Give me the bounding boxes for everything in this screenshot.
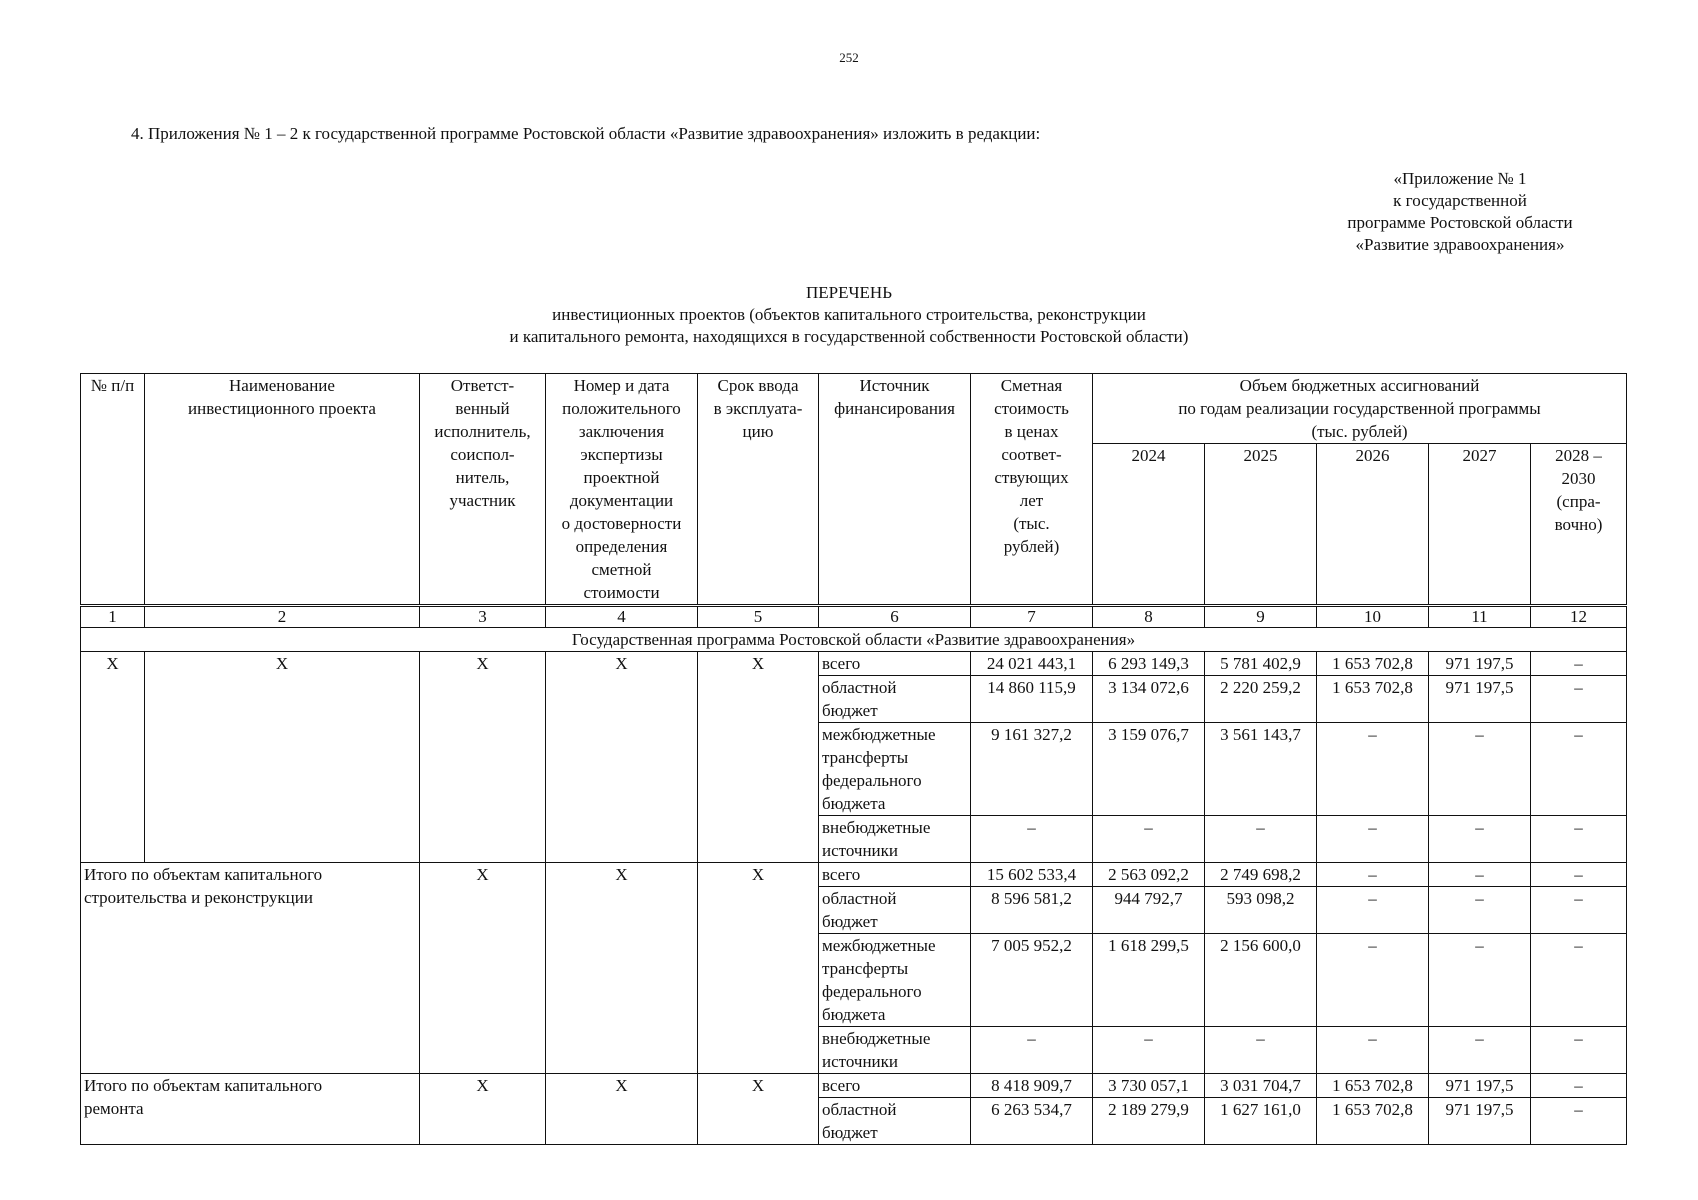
cell-2026: – (1317, 887, 1429, 934)
cell-2024: 3 730 057,1 (1093, 1074, 1205, 1098)
program-title: Государственная программа Ростовской области «Развитие здравоохранения» (81, 628, 1627, 652)
column-number: 2 (145, 606, 420, 628)
cell-2028-2030: – (1531, 1027, 1627, 1074)
cell-2025: – (1205, 816, 1317, 863)
column-number: 9 (1205, 606, 1317, 628)
cell-2028-2030: – (1531, 676, 1627, 723)
cell-source: областной бюджет (819, 676, 971, 723)
cell-cost: – (971, 1027, 1093, 1074)
cell-source: внебюджетные источники (819, 816, 971, 863)
list-title-heading: ПЕРЕЧЕНЬ (806, 283, 892, 302)
intro-paragraph: 4. Приложения № 1 – 2 к государственной программе Ростовской области «Развитие здравоохранения» изложить в редакции: (131, 124, 1041, 143)
cell-2025: 5 781 402,9 (1205, 652, 1317, 676)
column-number: 5 (698, 606, 819, 628)
cell-mark: Х (546, 652, 698, 863)
header-deadline: Срок ввода в эксплуата- цию (698, 374, 819, 606)
cell-2025: 2 220 259,2 (1205, 676, 1317, 723)
cell-2024: 3 159 076,7 (1093, 723, 1205, 816)
appendix-line: «Приложение № 1 (1393, 169, 1527, 188)
cell-2025: 3 031 704,7 (1205, 1074, 1317, 1098)
column-number: 10 (1317, 606, 1429, 628)
appendix-line: к государственной (1393, 191, 1527, 210)
appendix-line: программе Ростовской области (1347, 213, 1573, 232)
column-number: 7 (971, 606, 1093, 628)
header-year-2027: 2027 (1429, 444, 1531, 606)
cell-2028-2030: – (1531, 816, 1627, 863)
column-number: 4 (546, 606, 698, 628)
cell-cost: 15 602 533,4 (971, 863, 1093, 887)
table-header-row (81, 374, 1627, 444)
cell-source: областной бюджет (819, 1098, 971, 1145)
cell-2028-2030: – (1531, 934, 1627, 1027)
cell-2028-2030: – (1531, 1098, 1627, 1145)
cell-2026: 1 653 702,8 (1317, 652, 1429, 676)
cell-cost: 7 005 952,2 (971, 934, 1093, 1027)
cell-cost: 6 263 534,7 (971, 1098, 1093, 1145)
header-cost: Сметная стоимость в ценах соответ- ствующих лет (тыс. рублей) (971, 374, 1093, 606)
cell-2027: 971 197,5 (1429, 1074, 1531, 1098)
cell-2028-2030: – (1531, 887, 1627, 934)
cell-source: всего (819, 863, 971, 887)
cell-cost: 24 021 443,1 (971, 652, 1093, 676)
cell-cost: – (971, 816, 1093, 863)
cell-2026: – (1317, 1027, 1429, 1074)
list-title-subtitle: и капитального ремонта, находящихся в государственной собственности Ростовской области) (509, 327, 1189, 346)
cell-2024: 6 293 149,3 (1093, 652, 1205, 676)
cell-source: всего (819, 1074, 971, 1098)
cell-2025: 3 561 143,7 (1205, 723, 1317, 816)
cell-2026: – (1317, 723, 1429, 816)
cell-mark: Х (81, 652, 145, 863)
cell-2027: 971 197,5 (1429, 1098, 1531, 1145)
column-number: 11 (1429, 606, 1531, 628)
cell-2024: 944 792,7 (1093, 887, 1205, 934)
cell-mark: Х (546, 1074, 698, 1145)
cell-2024: – (1093, 1027, 1205, 1074)
cell-2027: – (1429, 1027, 1531, 1074)
header-project-name: Наименование инвестиционного проекта (145, 374, 420, 606)
cell-2024: 1 618 299,5 (1093, 934, 1205, 1027)
cell-2025: – (1205, 1027, 1317, 1074)
cell-2026: – (1317, 863, 1429, 887)
cell-2027: – (1429, 934, 1531, 1027)
appendix-line: «Развитие здравоохранения» (1355, 235, 1565, 254)
cell-2024: 3 134 072,6 (1093, 676, 1205, 723)
header-budget-volume: Объем бюджетных ассигнований по годам реализации государственной программы (тыс. рублей) (1093, 374, 1627, 444)
column-number: 3 (420, 606, 546, 628)
group-label: Итого по объектам капитального ремонта (81, 1074, 420, 1145)
group-label: Итого по объектам капитального строительства и реконструкции (81, 863, 420, 1074)
cell-2024: – (1093, 816, 1205, 863)
header-num: № п/п (81, 374, 145, 606)
cell-mark: Х (698, 652, 819, 863)
column-number: 12 (1531, 606, 1627, 628)
header-year-2024: 2024 (1093, 444, 1205, 606)
cell-mark: Х (145, 652, 420, 863)
cell-source: межбюджетные трансферты федерального бюджета (819, 934, 971, 1027)
cell-2027: 971 197,5 (1429, 676, 1531, 723)
column-number: 6 (819, 606, 971, 628)
column-number: 8 (1093, 606, 1205, 628)
list-title (0, 282, 1698, 348)
header-responsible: Ответст- венный исполнитель, соиспол- нитель, участник (420, 374, 546, 606)
cell-mark: Х (420, 1074, 546, 1145)
program-title-row (81, 628, 1627, 652)
cell-2027: 971 197,5 (1429, 652, 1531, 676)
header-year-2028-2030: 2028 – 2030 (спра- вочно) (1531, 444, 1627, 606)
page-number: 252 (839, 50, 859, 65)
investment-projects-table (80, 373, 1627, 1145)
table-row (81, 863, 1627, 887)
cell-2027: – (1429, 887, 1531, 934)
column-numbers-row (81, 606, 1627, 628)
cell-source: областной бюджет (819, 887, 971, 934)
cell-2025: 2 749 698,2 (1205, 863, 1317, 887)
cell-mark: Х (420, 863, 546, 1074)
header-year-2025: 2025 (1205, 444, 1317, 606)
cell-2026: – (1317, 816, 1429, 863)
cell-2026: 1 653 702,8 (1317, 676, 1429, 723)
cell-2027: – (1429, 723, 1531, 816)
cell-2028-2030: – (1531, 1074, 1627, 1098)
cell-source: внебюджетные источники (819, 1027, 971, 1074)
cell-2026: 1 653 702,8 (1317, 1098, 1429, 1145)
cell-mark: Х (698, 863, 819, 1074)
header-expertise: Номер и дата положительного заключения экспертизы проектной документации о достоверности определения сметной стоимости (546, 374, 698, 606)
cell-cost: 8 418 909,7 (971, 1074, 1093, 1098)
cell-source: межбюджетные трансферты федерального бюджета (819, 723, 971, 816)
cell-2027: – (1429, 816, 1531, 863)
cell-2025: 593 098,2 (1205, 887, 1317, 934)
table-row (81, 652, 1627, 676)
table-row (81, 1074, 1627, 1098)
cell-2028-2030: – (1531, 652, 1627, 676)
cell-2024: 2 563 092,2 (1093, 863, 1205, 887)
cell-2025: 1 627 161,0 (1205, 1098, 1317, 1145)
list-title-subtitle: инвестиционных проектов (объектов капитального строительства, реконструкции (552, 305, 1146, 324)
cell-2026: 1 653 702,8 (1317, 1074, 1429, 1098)
cell-cost: 14 860 115,9 (971, 676, 1093, 723)
cell-2027: – (1429, 863, 1531, 887)
cell-2028-2030: – (1531, 723, 1627, 816)
cell-2024: 2 189 279,9 (1093, 1098, 1205, 1145)
appendix-header (1290, 168, 1630, 256)
cell-source: всего (819, 652, 971, 676)
header-year-2026: 2026 (1317, 444, 1429, 606)
column-number: 1 (81, 606, 145, 628)
cell-cost: 8 596 581,2 (971, 887, 1093, 934)
cell-2025: 2 156 600,0 (1205, 934, 1317, 1027)
cell-2028-2030: – (1531, 863, 1627, 887)
cell-2026: – (1317, 934, 1429, 1027)
cell-cost: 9 161 327,2 (971, 723, 1093, 816)
cell-mark: Х (698, 1074, 819, 1145)
cell-mark: Х (420, 652, 546, 863)
cell-mark: Х (546, 863, 698, 1074)
header-source: Источник финансирования (819, 374, 971, 606)
